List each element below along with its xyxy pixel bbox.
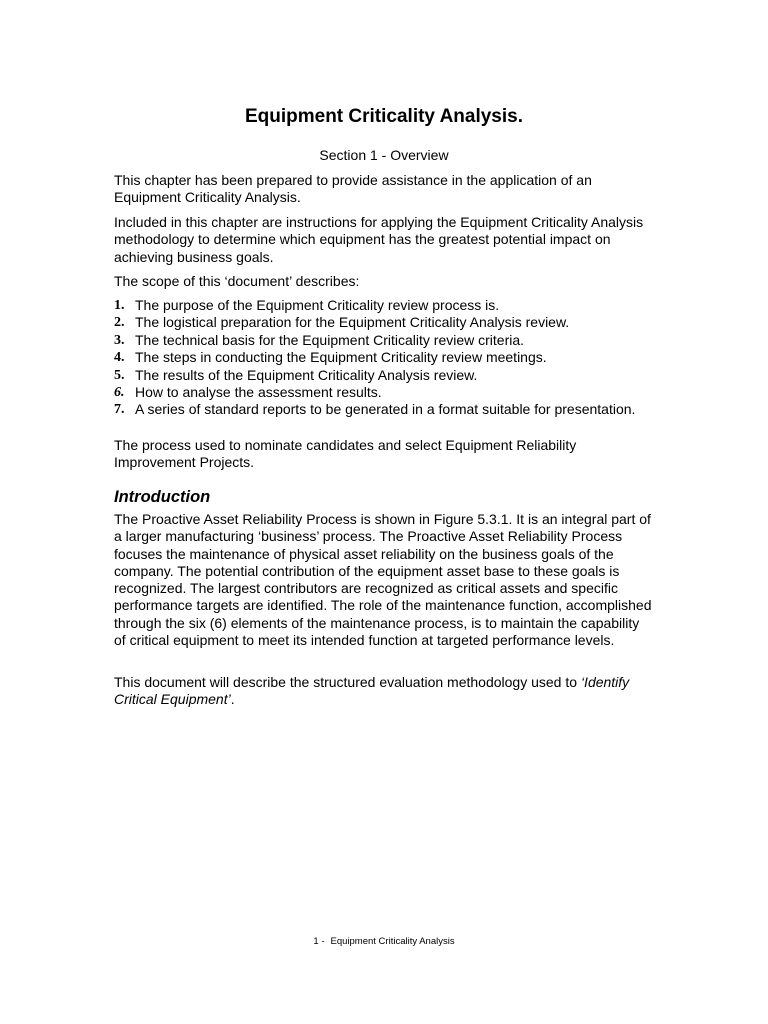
included-paragraph: Included in this chapter are instructions for applying the Equipment Criticality Analysis methodology to determine which equipment has the greatest potential impact on achieving business goals.	[114, 214, 644, 265]
intro-paragraph: This chapter has been prepared to provide assistance in the application of an Equipment Criticality Analysis.	[114, 172, 592, 206]
page-footer	[0, 936, 768, 948]
list-item	[114, 314, 654, 331]
list-item-text: The results of the Equipment Criticality Analysis review.	[135, 366, 478, 383]
list-item-number: 2.	[114, 315, 125, 331]
list-item-number: 1.	[114, 298, 125, 313]
list-item	[114, 401, 654, 418]
document-title: Equipment Criticality Analysis.	[244, 106, 524, 127]
list-item-text: The logistical preparation for the Equipment Criticality Analysis review.	[135, 314, 570, 331]
list-item-text: How to analyse the assessment results.	[135, 384, 382, 401]
list-item	[114, 332, 654, 349]
list-item-text: The steps in conducting the Equipment Criticality review meetings.	[135, 349, 547, 366]
footer-page-number: 1 -	[313, 936, 325, 947]
list-item-text: A series of standard reports to be generated in a format suitable for presentation.	[135, 401, 636, 418]
introduction-paragraph: The Proactive Asset Reliability Process is shown in Figure 5.3.1. It is an integral part of a larger manufacturing ‘business’ process. The Proactive Asset Reliability Process focuses the maintenance of physical asset reliability on the business goals of the company. The potential contribution of the equipment asset base to these goals is recognized. The largest contributors are recognized as critical assets and specific performance targets are identified. The role of the maintenance function, accomplished through the six (6) elements of the maintenance process, is to maintain the capability of critical equipment to meet its intended function at targeted performance levels.	[114, 511, 652, 649]
section-subtitle: Section 1 - Overview	[319, 147, 449, 163]
closing-paragraph	[114, 674, 654, 709]
process-paragraph: The process used to nominate candidates and select Equipment Reliability Improvement Projects.	[114, 437, 577, 471]
closing-paragraph-end: .	[230, 691, 235, 708]
list-item	[114, 349, 654, 366]
list-item	[114, 384, 654, 401]
list-item-text: The technical basis for the Equipment Criticality review criteria.	[135, 331, 525, 348]
list-item-number: 6.	[114, 385, 125, 401]
list-item-text: The purpose of the Equipment Criticality review process is.	[135, 297, 500, 313]
closing-paragraph-emphasis: ‘Identify Critical Equipment’	[114, 674, 630, 708]
footer-running-title: Equipment Criticality Analysis	[330, 936, 455, 947]
list-item-number: 5.	[114, 367, 125, 383]
scope-paragraph: The scope of this ‘document’ describes:	[114, 273, 360, 289]
list-item	[114, 297, 654, 314]
list-item-number: 7.	[114, 402, 125, 418]
scope-list	[114, 297, 654, 419]
closing-paragraph-lead: This document will describe the structured evaluation methodology used to	[114, 674, 578, 690]
list-item	[114, 367, 654, 384]
introduction-heading: Introduction	[114, 488, 211, 506]
list-item-number: 4.	[114, 350, 125, 366]
list-item-number: 3.	[114, 332, 125, 348]
